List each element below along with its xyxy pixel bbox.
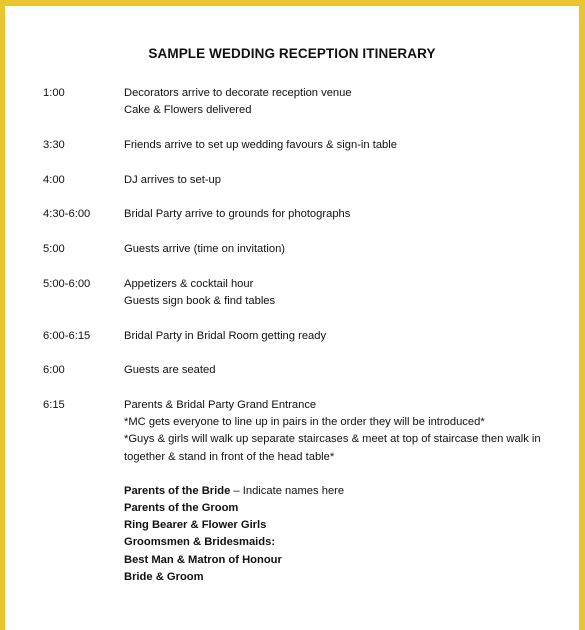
entry-time: 1:00 [43, 87, 65, 99]
introduction-item [124, 569, 573, 586]
itinerary-entry [43, 206, 573, 223]
entry-line: Parents & Bridal Party Grand Entrance [124, 399, 317, 412]
introduction-note: – Indicate names here [230, 484, 345, 497]
introduction-item [124, 517, 573, 534]
entry-line: *Guys & girls will walk up separate staircases & meet at top of staircase then walk in [124, 433, 541, 446]
entry-description [124, 362, 573, 379]
entry-description [124, 172, 573, 189]
entry-time: 3:30 [43, 138, 65, 151]
introduction-name: Bride & Groom [124, 570, 204, 583]
entry-line: DJ arrives to set-up [124, 173, 221, 186]
introduction-item [124, 534, 573, 551]
entry-description [124, 397, 573, 586]
entry-time: 5:00-6:00 [43, 277, 91, 290]
entry-line: Friends arrive to set up wedding favours & sign-in table [124, 138, 397, 151]
itinerary-list [43, 85, 573, 604]
entry-time: 6:00 [43, 364, 65, 377]
introduction-item [124, 483, 573, 500]
entry-description [124, 276, 573, 310]
introduction-item [124, 552, 573, 569]
entry-line: Guests are seated [124, 364, 216, 377]
entry-time: 6:15 [43, 399, 65, 412]
entry-line: Cake & Flowers delivered [124, 104, 252, 117]
entry-line: *MC gets everyone to line up in pairs in the order they will be introduced* [124, 416, 485, 429]
introduction-name: Groomsmen & Bridesmaids: [124, 536, 276, 549]
introduction-name: Best Man & Matron of Honour [124, 553, 282, 566]
entry-line: Appetizers & cocktail hour [124, 277, 254, 290]
entry-line: Guests sign book & find tables [124, 294, 276, 307]
entry-line: Decorators arrive to decorate reception venue [124, 87, 352, 99]
itinerary-entry [43, 328, 573, 345]
introduction-name: Ring Bearer & Flower Girls [124, 519, 267, 532]
itinerary-entry [43, 276, 573, 310]
entry-line: together & stand in front of the head table* [124, 450, 335, 463]
introduction-order [124, 483, 573, 586]
itinerary-entry [43, 85, 573, 119]
entry-time: 4:00 [43, 173, 65, 186]
document-page [5, 6, 579, 630]
introduction-item [124, 500, 573, 517]
entry-line: Bridal Party arrive to grounds for photographs [124, 208, 351, 221]
itinerary-entry [43, 172, 573, 189]
entry-time: 4:30-6:00 [43, 208, 91, 221]
entry-time: 6:00-6:15 [43, 329, 91, 342]
introduction-name: Parents of the Bride [124, 484, 231, 497]
introduction-name: Parents of the Groom [124, 502, 239, 515]
entry-description [124, 137, 573, 154]
itinerary-entry [43, 137, 573, 154]
page-title: SAMPLE WEDDING RECEPTION ITINERARY [148, 46, 436, 61]
entry-description [124, 241, 573, 258]
entry-description [124, 328, 573, 345]
itinerary-entry [43, 397, 573, 586]
entry-time: 5:00 [43, 243, 65, 256]
entry-line: Guests arrive (time on invitation) [124, 243, 286, 256]
entry-description [124, 85, 573, 119]
entry-line: Bridal Party in Bridal Room getting ready [124, 329, 327, 342]
itinerary-entry [43, 362, 573, 379]
itinerary-entry [43, 241, 573, 258]
entry-description [124, 206, 573, 223]
